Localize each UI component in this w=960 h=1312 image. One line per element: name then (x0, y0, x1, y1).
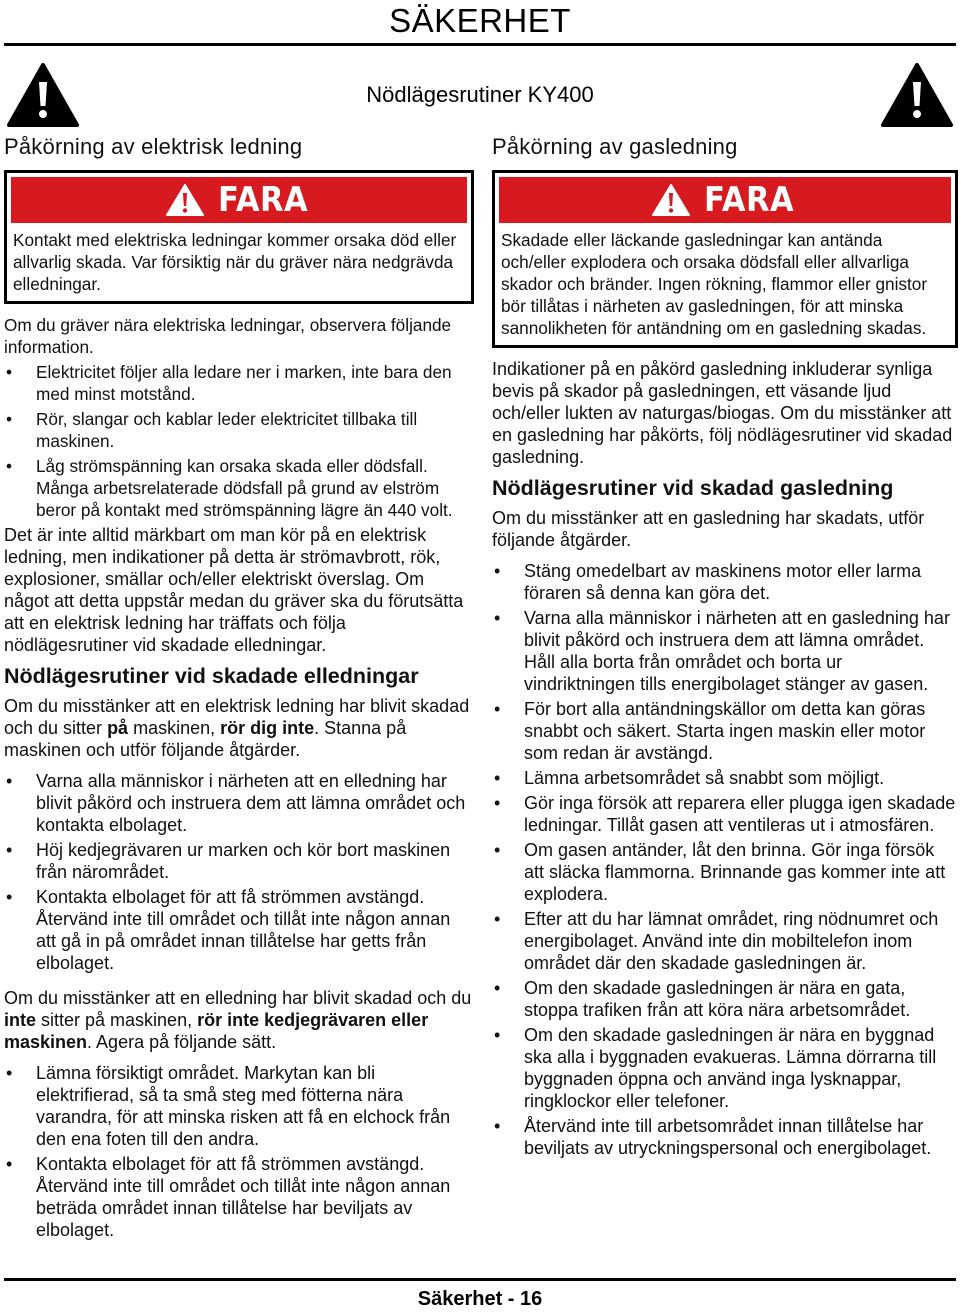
list-item: • För bort alla antändningskällor om detta kan göras snabbt och säkert. Starta ingen maskin eller motor som redan är avstängd. (492, 698, 958, 764)
section-heading-electric: Påkörning av elektrisk ledning (4, 134, 303, 159)
danger-text: Kontakt med elektriska ledningar kommer orsaka död eller allvarlig skada. Var försiktig när du gräver nära nedgrävda elledningar. (13, 230, 457, 294)
list-item: • Elektricitet följer alla ledare ner i marken, inte bara den med minst motstånd. (4, 361, 474, 405)
body-paragraph: Indikationer på en påkörd gasledning inkluderar synliga bevis på skador på gasledningen, ett väsande ljud och/eller lukten av naturgas/biogas. Om du misstänker att en gasledning har påkörts, följ nödlägesrutiner vid skadad gasledning. (492, 359, 953, 467)
page-header-title: SÄKERHET (389, 2, 571, 39)
danger-box-gas (492, 170, 958, 348)
body-paragraph: Om du misstänker att en elektrisk ledning har blivit skadad och du sitter på maskinen, rör dig inte. Stanna på maskinen och utför följande åtgärder. (4, 696, 470, 760)
danger-banner (11, 177, 467, 223)
list-item: • Låg strömspänning kan orsaka skada eller dödsfall. Många arbetsrelaterade dödsfall på grund av elström beror på kontakt med strömspänning lägre än 440 volt. (4, 455, 474, 521)
warning-triangle-icon (880, 62, 954, 128)
danger-box-electric (4, 170, 474, 304)
on-machine-steps-list (4, 770, 474, 974)
section-subheading-electric: Nödlägesrutiner vid skadade elledningar (4, 664, 419, 688)
list-item: • Kontakta elbolaget för att få strömmen avstängd. Återvänd inte till området och tillåt inte någon annan beträda området innan tillåtelse har beviljats av elbolaget. (4, 1153, 474, 1241)
list-item: • Varna alla människor i närheten att en gasledning har blivit påkörd och instruera dem att lämna området. Håll alla borta från området och borta ur vindriktningen tills energibolaget stänger av gasen. (492, 607, 958, 695)
page-footer: Säkerhet - 16 (417, 1288, 543, 1310)
body-paragraph: Om du misstänker att en elledning har blivit skadad och du inte sitter på maskinen, rör inte kedjegrävaren eller maskinen. Agera på följande sätt. (4, 988, 472, 1052)
list-item: • Stäng omedelbart av maskinens motor eller larma föraren så denna kan göra det. (492, 560, 958, 604)
list-item: • Återvänd inte till arbetsområdet innan tillåtelse har beviljats av utryckningspersonal och energibolaget. (492, 1115, 958, 1159)
list-item: • Om den skadade gasledningen är nära en gata, stoppa trafiken från att köra nära arbetsområdet. (492, 977, 958, 1021)
electric-facts-list (4, 361, 474, 521)
warning-triangle-icon (165, 183, 205, 217)
list-item: • Lämna försiktigt området. Markytan kan bli elektrifierad, så ta små steg med fötterna nära varandra, för att minska risken att få en elchock från den ena foten till den andra. (4, 1062, 474, 1150)
page-subtitle: Nödlägesrutiner KY400 (366, 82, 594, 107)
gas-steps-list (492, 560, 958, 1159)
list-item: • Kontakta elbolaget för att få strömmen avstängd. Återvänd inte till området och tillåt inte någon annan att gå in på området innan tillåtelse har getts från elbolaget. (4, 886, 474, 974)
danger-label: FARA (217, 180, 309, 220)
footer-rule (4, 1278, 956, 1281)
warning-triangle-icon (651, 183, 691, 217)
list-item: • Lämna arbetsområdet så snabbt som möjligt. (492, 767, 958, 789)
list-item: • Rör, slangar och kablar leder elektricitet tillbaka till maskinen. (4, 408, 474, 452)
body-paragraph: Om du misstänker att en gasledning har skadats, utför följande åtgärder. (492, 508, 925, 550)
danger-banner (499, 177, 951, 223)
list-item: • Gör inga försök att reparera eller plugga igen skadade ledningar. Tillåt gasen att ventileras ut i atmosfären. (492, 792, 958, 836)
section-subheading-gas: Nödlägesrutiner vid skadad gasledning (492, 476, 894, 500)
list-item: • Varna alla människor i närheten att en elledning har blivit påkörd och instruera dem att lämna området och kontakta elbolaget. (4, 770, 474, 836)
right-column (492, 134, 958, 1162)
danger-label: FARA (703, 180, 795, 220)
body-paragraph: Det är inte alltid märkbart om man kör på en elektrisk ledning, men indikationer på detta är strömavbrott, rök, explosioner, smällar och/eller elektriskt överslag. Om något att detta uppstår medan du gräver ska du förutsätta att en elektrisk ledning har träffats och följa nödlägesrutiner vid skadade elledningar. (4, 525, 464, 655)
danger-text: Skadade eller läckande gasledningar kan antända och/eller explodera och orsaka dödsfall eller allvarliga skador och bränder. Ingen rökning, flammor eller gnistor bör tillåtas i närheten av gasledningen, för att minska sannolikheten för antändning om en gasledning skadas. (501, 230, 928, 338)
warning-triangle-icon (6, 62, 80, 128)
intro-paragraph: Om du gräver nära elektriska ledningar, observera följande information. (4, 315, 452, 357)
left-column (4, 134, 474, 1244)
list-item: • Efter att du har lämnat området, ring nödnumret och energibolaget. Använd inte din mobiltelefon inom området där den skadade gasledningen är. (492, 908, 958, 974)
list-item: • Höj kedjegrävaren ur marken och kör bort maskinen från närområdet. (4, 839, 474, 883)
section-heading-gas: Påkörning av gasledning (492, 134, 738, 159)
header-rule (4, 43, 956, 46)
list-item: • Om den skadade gasledningen är nära en byggnad ska alla i byggnaden evakueras. Lämna dörrarna till byggnaden öppna och använd inga lysknappar, ringklockor eller telefoner. (492, 1024, 958, 1112)
off-machine-steps-list (4, 1062, 474, 1241)
list-item: • Om gasen antänder, låt den brinna. Gör inga försök att släcka flammorna. Brinnande gas kommer inte att explodera. (492, 839, 958, 905)
